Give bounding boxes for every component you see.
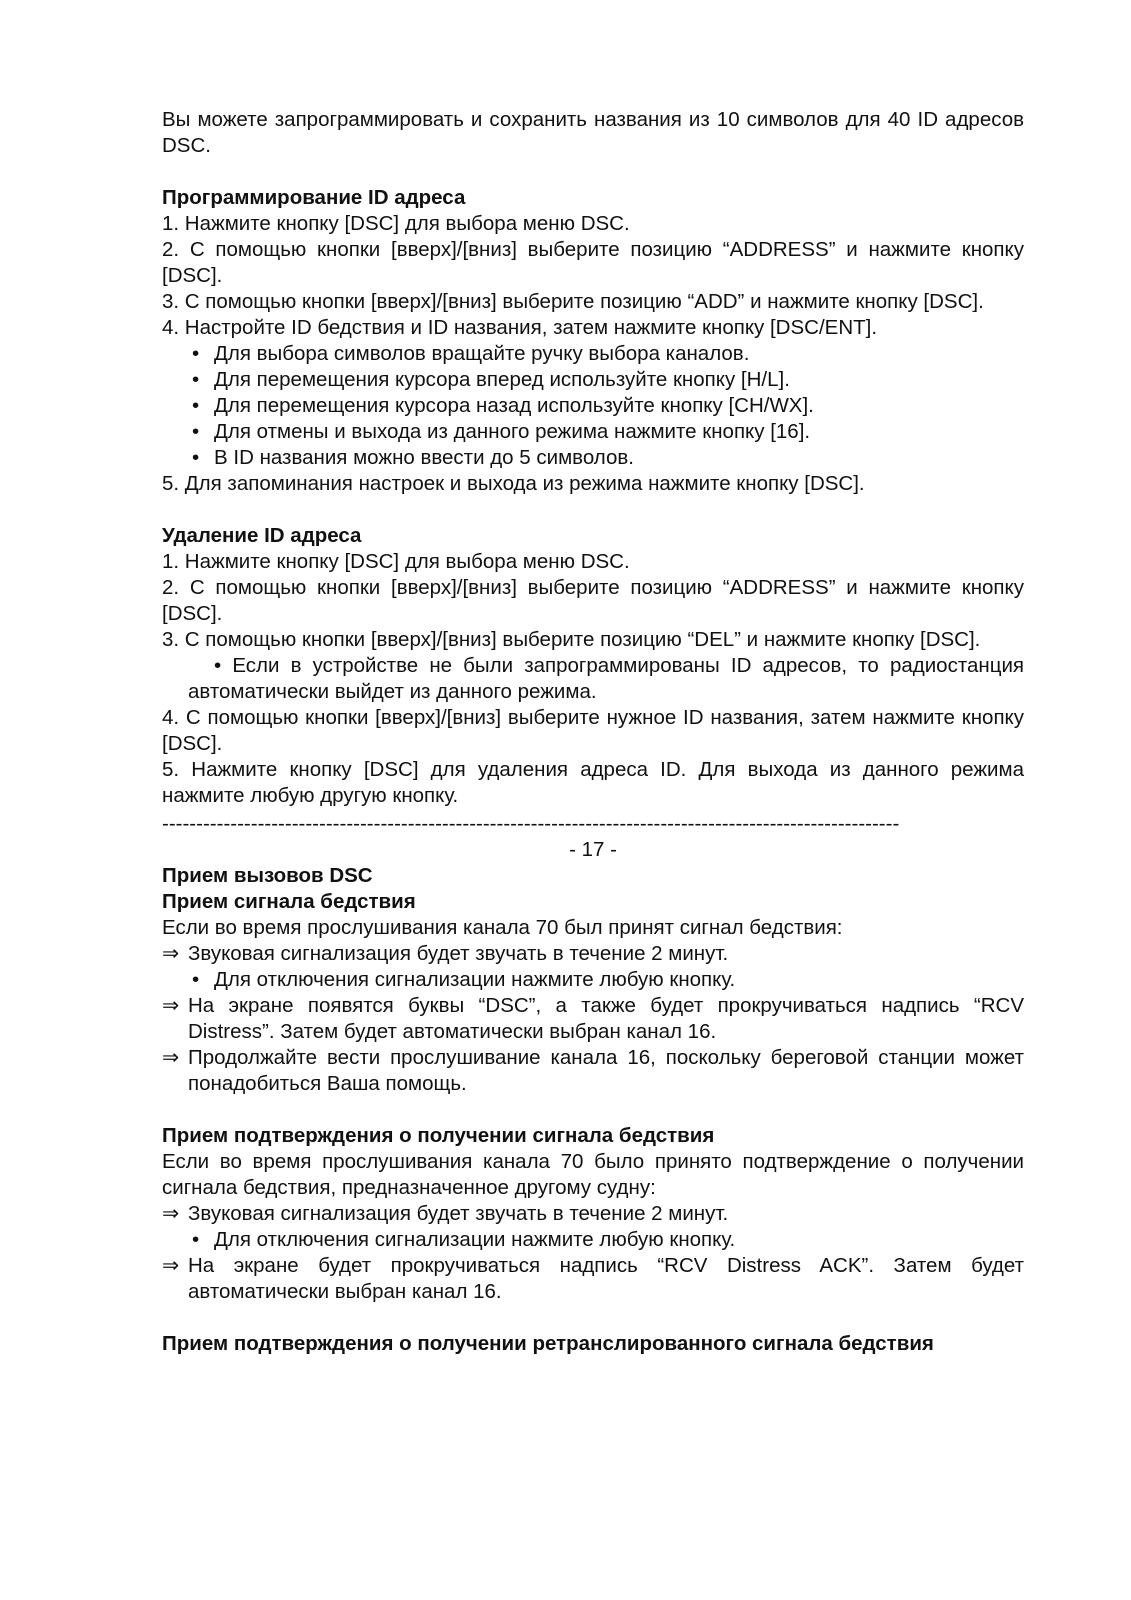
bullet-icon: • <box>192 368 200 391</box>
bullet-icon: • <box>192 1228 200 1251</box>
arrow-icon: ⇒ <box>162 942 180 965</box>
ack-intro: Если во время прослушивания канала 70 было принято подтверждение о получении сигнала бедствия, предназначенное другому судну: <box>162 1150 1024 1199</box>
bullet-icon: • <box>192 420 200 443</box>
program-bullet: • Для отмены и выхода из данного режима нажмите кнопку [16]. <box>192 420 811 443</box>
delete-step-4: 4. С помощью кнопки [вверх]/[вниз] выберите нужное ID названия, затем нажмите кнопку [DSC]. <box>162 706 1024 755</box>
delete-step-5: 5. Нажмите кнопку [DSC] для удаления адреса ID. Для выхода из данного режима нажмите любую другую кнопку. <box>162 758 1024 807</box>
program-step-3: 3. С помощью кнопки [вверх]/[вниз] выберите позицию “ADD” и нажмите кнопку [DSC]. <box>162 290 984 313</box>
arrow-icon: ⇒ <box>162 1046 180 1069</box>
ack-heading: Прием подтверждения о получении сигнала бедствия <box>162 1124 715 1147</box>
receive-bullet: • Для отключения сигнализации нажмите любую кнопку. <box>192 968 736 991</box>
delete-heading: Удаление ID адреса <box>162 524 362 547</box>
program-heading: Программирование ID адреса <box>162 186 466 209</box>
intro-paragraph: Вы можете запрограммировать и сохранить названия из 10 символов для 40 ID адресов DSC. <box>162 108 1024 157</box>
program-bullet: • Для перемещения курсора вперед используйте кнопку [H/L]. <box>192 368 790 391</box>
delete-step-1: 1. Нажмите кнопку [DSC] для выбора меню DSC. <box>162 550 630 573</box>
receive-arrow-item: ⇒ На экране появятся буквы “DSC”, а также будет прокручиваться надпись “RCV Distress”. Затем будет автоматически выбран канал 16. <box>162 994 1024 1043</box>
program-step-5: 5. Для запоминания настроек и выхода из режима нажмите кнопку [DSC]. <box>162 472 865 495</box>
delete-step-2: 2. С помощью кнопки [вверх]/[вниз] выберите позицию “ADDRESS” и нажмите кнопку [DSC]. <box>162 576 1024 625</box>
program-step-4: 4. Настройте ID бедствия и ID названия, затем нажмите кнопку [DSC/ENT]. <box>162 316 878 339</box>
bullet-icon: • <box>192 394 200 417</box>
arrow-icon: ⇒ <box>162 994 180 1017</box>
bullet-icon: • <box>192 342 200 365</box>
document-page <box>162 107 1024 1357</box>
receive-arrow-item: ⇒ Звуковая сигнализация будет звучать в течение 2 минут. <box>162 942 729 965</box>
program-bullet: • Для выбора символов вращайте ручку выбора каналов. <box>192 342 750 365</box>
program-step-2: 2. С помощью кнопки [вверх]/[вниз] выберите позицию “ADDRESS” и нажмите кнопку [DSC]. <box>162 238 1024 287</box>
receive-intro: Если во время прослушивания канала 70 был принят сигнал бедствия: <box>162 916 843 939</box>
delete-step-3: 3. С помощью кнопки [вверх]/[вниз] выберите позицию “DEL” и нажмите кнопку [DSC]. <box>162 628 981 651</box>
ack-bullet: • Для отключения сигнализации нажмите любую кнопку. <box>192 1228 736 1251</box>
program-step-1: 1. Нажмите кнопку [DSC] для выбора меню DSC. <box>162 212 630 235</box>
ack-arrow-item: ⇒ На экране будет прокручиваться надпись “RCV Distress ACK”. Затем будет автоматически выбран канал 16. <box>162 1254 1024 1303</box>
delete-bullet: • Если в устройстве не были запрограммированы ID адресов, то радиостанция автоматически выйдет из данного режима. <box>188 654 1024 703</box>
arrow-icon: ⇒ <box>162 1254 180 1277</box>
receive-arrow-item: ⇒ Продолжайте вести прослушивание канала 16, поскольку береговой станции может понадобиться Ваша помощь. <box>162 1046 1024 1095</box>
relay-heading: Прием подтверждения о получении ретранслированного сигнала бедствия <box>162 1332 934 1355</box>
receive-subheading: Прием сигнала бедствия <box>162 890 416 913</box>
program-bullet: • Для перемещения курсора назад используйте кнопку [CH/WX]. <box>192 394 814 417</box>
page-separator: ------------------------------------------------------------------------------------------------------------ <box>162 812 900 835</box>
ack-arrow-item: ⇒ Звуковая сигнализация будет звучать в течение 2 минут. <box>162 1202 729 1225</box>
bullet-icon: • <box>192 968 200 991</box>
program-bullet: • В ID названия можно ввести до 5 символов. <box>192 446 634 469</box>
receive-heading: Прием вызовов DSC <box>162 864 373 887</box>
bullet-icon: • <box>192 446 200 469</box>
arrow-icon: ⇒ <box>162 1202 180 1225</box>
page-number: - 17 - <box>569 838 617 861</box>
bullet-icon: • <box>214 654 222 677</box>
